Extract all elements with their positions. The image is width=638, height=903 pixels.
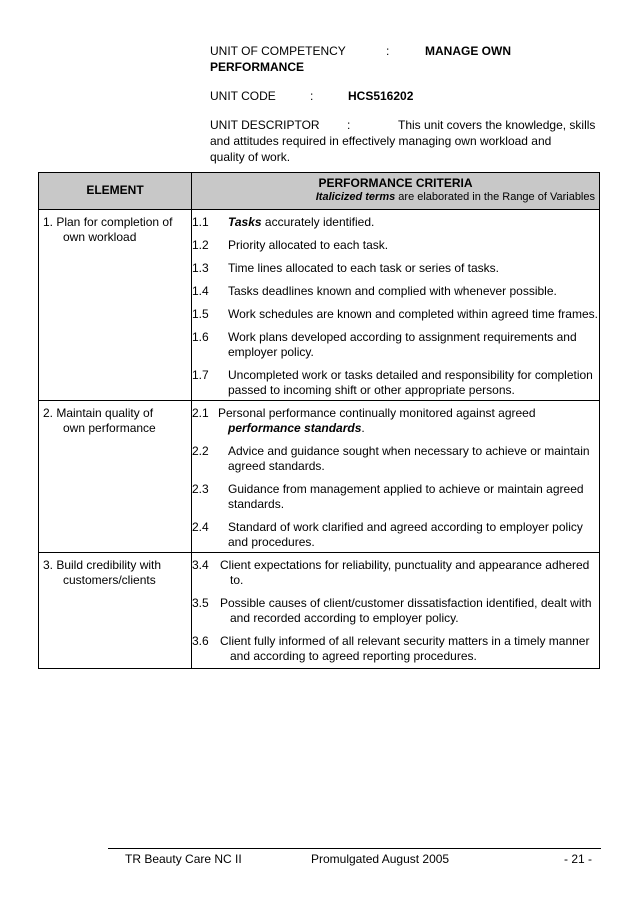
table-row xyxy=(39,553,600,669)
footer-left: TR Beauty Care NC II xyxy=(125,852,242,866)
competency-label: UNIT OF COMPETENCY xyxy=(210,44,346,58)
competency-table xyxy=(38,172,600,669)
unit-descriptor-text-2: and attitudes required in effectively managing own workload and xyxy=(210,134,552,148)
unit-descriptor-text: This unit covers the knowledge, skills xyxy=(398,118,596,132)
criterion-item: 3.5 Possible causes of client/customer dissatisfaction identified, dealt with and recorded according to employer policy. xyxy=(192,596,592,625)
table-header-row xyxy=(39,173,600,210)
footer-center: Promulgated August 2005 xyxy=(311,852,450,866)
unit-code-colon: : xyxy=(310,89,314,103)
criterion-item: 1.4 Tasks deadlines known and complied with whenever possible. xyxy=(192,284,557,298)
criteria-cell xyxy=(192,210,600,401)
unit-code-label: UNIT CODE xyxy=(210,89,276,103)
criterion-item: 2.4 Standard of work clarified and agreed according to employer policy and procedures. xyxy=(192,520,583,549)
criterion-item: 2.2 Advice and guidance sought when necessary to achieve or maintain agreed standards. xyxy=(192,444,590,473)
competency-value-cont: PERFORMANCE xyxy=(210,60,305,74)
criterion-item: 3.4 Client expectations for reliability, punctuality and appearance adhered to. xyxy=(192,558,590,587)
unit-descriptor-label: UNIT DESCRIPTOR xyxy=(210,118,320,132)
competency-value: MANAGE OWN xyxy=(425,44,511,58)
element-title: 1. Plan for completion of own workload xyxy=(43,215,173,244)
element-cell xyxy=(39,553,192,669)
criterion-item: 1.2 Priority allocated to each task. xyxy=(192,238,389,252)
table-row xyxy=(39,210,600,401)
criterion-item: 1.5 Work schedules are known and completed within agreed time frames. xyxy=(192,307,598,321)
element-title: 3. Build credibility with customers/clients xyxy=(43,558,162,587)
criterion-item: 1.7 Uncompleted work or tasks detailed and responsibility for completion passed to incoming shift or other appropriate persons. xyxy=(192,368,593,397)
criteria-subheader-italic: Italicized terms xyxy=(315,191,396,203)
criterion-item: 1.1 Tasks accurately identified. xyxy=(192,215,375,229)
element-title: 2. Maintain quality of own performance xyxy=(43,406,156,435)
criteria-subheader-rest: are elaborated in the Range of Variables xyxy=(395,191,595,203)
criterion-item: 3.6 Client fully informed of all relevant security matters in a timely manner and according to agreed reporting procedures. xyxy=(192,634,590,663)
criteria-header-cell xyxy=(192,173,600,210)
criterion-item: 1.6 Work plans developed according to assignment requirements and employer policy. xyxy=(192,330,577,359)
criterion-item: 2.3 Guidance from management applied to achieve or maintain agreed standards. xyxy=(192,482,584,511)
element-header: ELEMENT xyxy=(86,183,144,197)
criteria-header: PERFORMANCE CRITERIA xyxy=(318,176,473,190)
criteria-cell xyxy=(192,401,600,553)
unit-descriptor-text-3: quality of work. xyxy=(210,150,291,164)
unit-descriptor-colon: : xyxy=(347,118,351,132)
element-header-cell xyxy=(39,173,192,210)
table-row xyxy=(39,401,600,553)
unit-code-value: HCS516202 xyxy=(348,89,414,103)
element-cell xyxy=(39,210,192,401)
criterion-item: 1.3 Time lines allocated to each task or series of tasks. xyxy=(192,261,500,275)
criteria-cell xyxy=(192,553,600,669)
competency-colon: : xyxy=(386,44,390,58)
element-cell xyxy=(39,401,192,553)
page-number: - 21 - xyxy=(564,852,593,866)
footer-divider xyxy=(108,848,601,849)
criteria-subheader xyxy=(192,190,599,204)
criterion-item: 2.1 Personal performance continually monitored against agreed performance standards. xyxy=(192,406,536,435)
